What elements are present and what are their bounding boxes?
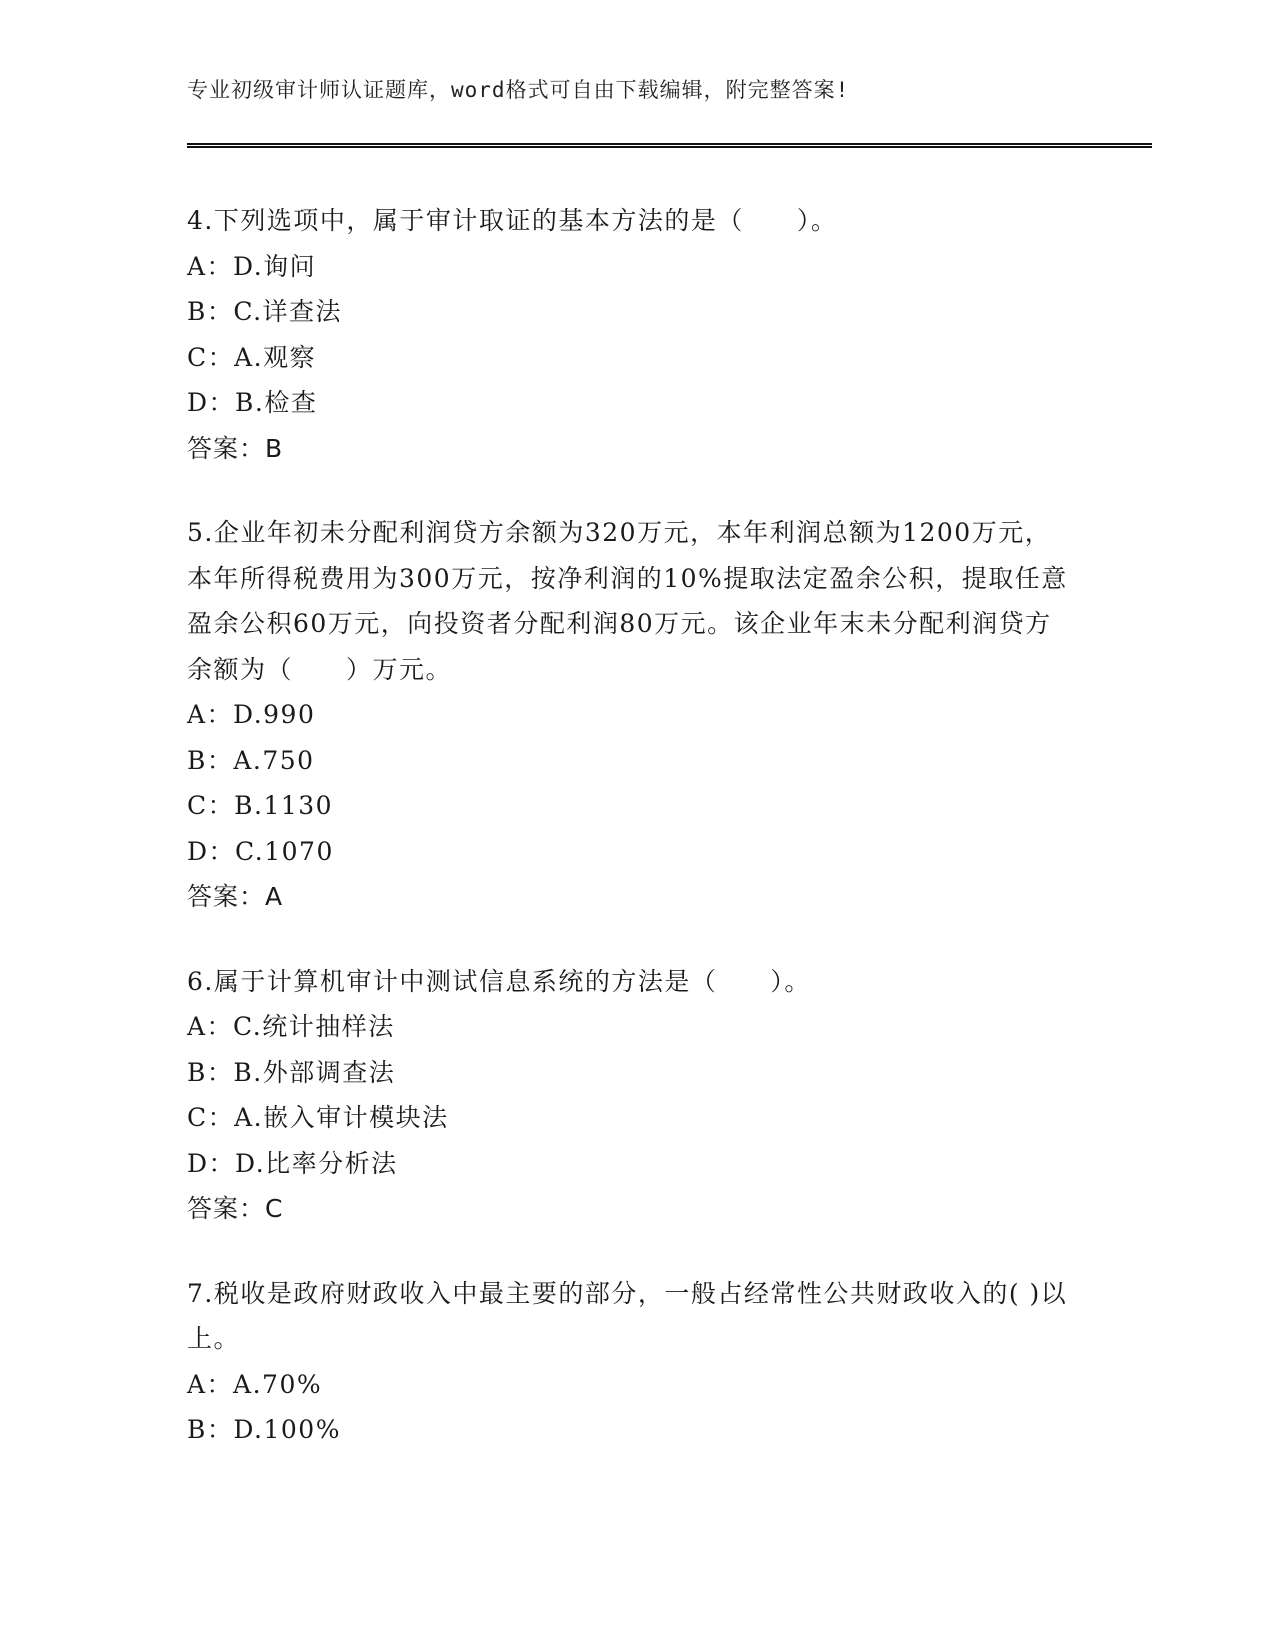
question-item (187, 1271, 1077, 1453)
question-stem: 4.下列选项中，属于审计取证的基本方法的是（ ）。 (187, 206, 838, 235)
question-item (187, 198, 1077, 471)
question-item (187, 959, 1077, 1232)
option-b: B：B.外部调查法 (187, 1057, 396, 1087)
option-b: B：A.750 (187, 745, 315, 775)
question-list (187, 198, 1077, 1492)
question-stem: 6.属于计算机审计中测试信息系统的方法是（ ）。 (187, 966, 811, 996)
answer-line: 答案：B (187, 433, 284, 463)
option-c: C：A.嵌入审计模块法 (187, 1103, 449, 1132)
option-b: B：C.详查法 (187, 297, 343, 326)
header-divider (187, 143, 1152, 148)
option-b: B：D.100% (187, 1415, 341, 1444)
option-d: D：C.1070 (187, 836, 334, 866)
question-stem: 7.税收是政府财政收入中最主要的部分，一般占经常性公共财政收入的( )以上。 (187, 1278, 1068, 1353)
option-d: D：B.检查 (187, 388, 318, 417)
option-c: C：B.1130 (187, 791, 334, 820)
page-header: 专业初级审计师认证题库，word格式可自由下载编辑，附完整答案! (187, 78, 850, 102)
option-a: A：C.统计抽样法 (187, 1012, 395, 1041)
option-a: A：D.询问 (187, 251, 317, 281)
question-item (187, 510, 1077, 920)
option-d: D：D.比率分析法 (187, 1148, 398, 1178)
question-stem: 5.企业年初未分配利润贷方余额为320万元，本年利润总额为1200万元，本年所得税费用为300万元，按净利润的10%提取法定盈余公积，提取任意盈余公积60万元，向投资者分配利润80万元。该企业年末未分配利润贷方余额为（ ）万元。 (187, 518, 1068, 684)
answer-line: 答案：C (187, 1194, 284, 1223)
option-a: A：A.70% (187, 1369, 323, 1399)
option-c: C：A.观察 (187, 342, 317, 372)
answer-line: 答案：A (187, 882, 284, 911)
option-a: A：D.990 (187, 700, 316, 729)
